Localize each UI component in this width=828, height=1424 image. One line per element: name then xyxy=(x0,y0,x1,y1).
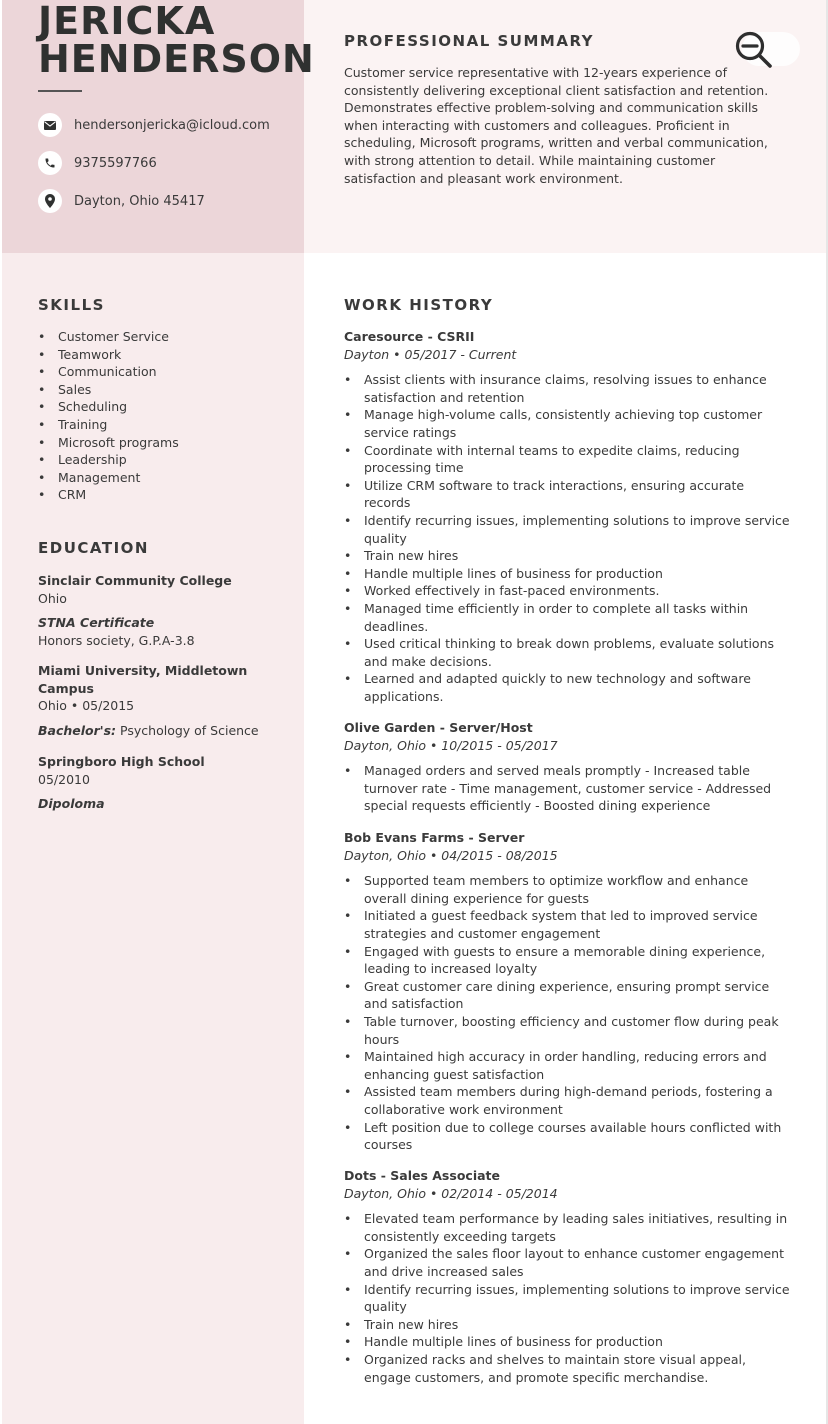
job-duty: • Worked effectively in fast-paced environments. xyxy=(344,582,790,600)
school-name: Springboro High School xyxy=(38,754,205,769)
email-text: hendersonjericka@icloud.com xyxy=(74,117,270,133)
education-heading: EDUCATION xyxy=(38,539,149,557)
skill-item: • Communication xyxy=(38,363,179,381)
job-duty: • Managed orders and served meals promptly - Increased table turnover rate - Time management, customer service - Addressed special requests efficiently - Boosted dining experience xyxy=(344,762,790,815)
education-entry xyxy=(38,662,259,739)
job-duty: • Train new hires xyxy=(344,547,790,565)
job-duty: • Supported team members to optimize workflow and enhance overall dining experience for guests xyxy=(344,872,790,907)
job-duty: • Maintained high accuracy in order handling, reducing errors and enhancing guest satisfaction xyxy=(344,1048,790,1083)
zoom-out-button[interactable] xyxy=(728,30,800,70)
job-meta: Dayton, Ohio • 10/2015 - 05/2017 xyxy=(344,737,558,753)
degree-name: STNA Certificate xyxy=(38,615,155,631)
job-duty: • Left position due to college courses available hours conflicted with courses xyxy=(344,1119,790,1154)
skill-item: • Scheduling xyxy=(38,398,179,416)
name-divider xyxy=(38,90,82,92)
job-duty: • Manage high-volume calls, consistently achieving top customer service ratings xyxy=(344,406,790,441)
job-duty: • Train new hires xyxy=(344,1316,790,1334)
education-entry xyxy=(38,572,288,649)
job-duties xyxy=(344,762,790,815)
skill-item: • Microsoft programs xyxy=(38,434,179,452)
contact-phone[interactable] xyxy=(38,151,157,175)
name-first: JERICKA xyxy=(38,0,216,43)
job-duty: • Elevated team performance by leading sales initiatives, resulting in consistently exceeding targets xyxy=(344,1210,790,1245)
job-duty: • Organized the sales floor layout to enhance customer engagement and drive increased sales xyxy=(344,1245,790,1280)
job-duty: • Utilize CRM software to track interactions, ensuring accurate records xyxy=(344,477,790,512)
job-duty: • Learned and adapted quickly to new technology and software applications. xyxy=(344,670,790,705)
job-duty: • Organized racks and shelves to maintain store visual appeal, engage customers, and promote specific merchandise. xyxy=(344,1351,790,1386)
degree-line xyxy=(38,722,298,740)
job-title: Dots - Sales Associate xyxy=(344,1168,500,1183)
job-title: Olive Garden - Server/Host xyxy=(344,720,533,735)
skills-list xyxy=(38,328,179,504)
job-duty: • Handle multiple lines of business for production xyxy=(344,1333,790,1351)
job-duties xyxy=(344,371,790,705)
job-meta: Dayton, Ohio • 04/2015 - 08/2015 xyxy=(344,847,558,863)
school-meta: Ohio xyxy=(38,590,67,606)
degree-line xyxy=(38,614,288,632)
skill-item: • Sales xyxy=(38,381,179,399)
name-last: HENDERSON xyxy=(38,37,315,81)
contact-email[interactable] xyxy=(38,113,270,137)
envelope-icon xyxy=(38,113,62,137)
degree-name: Bachelor's: xyxy=(38,722,117,738)
skill-item: • Management xyxy=(38,469,179,487)
candidate-name xyxy=(38,0,315,81)
school-meta: 05/2010 xyxy=(38,771,90,787)
job-entry xyxy=(344,719,790,815)
school-name: Sinclair Community College xyxy=(38,573,232,588)
summary-text: Customer service representative with 12-years experience of consistently delivering exceptional client satisfaction and retention. Demonstrates effective problem-solving and communication skills when interacting with customers and colleagues. Proficient in scheduling, Microsoft programs, written and verbal communication, with strong attention to detail. While maintaining customer satisfaction and pleasant work environment. xyxy=(344,65,769,186)
job-duty: • Managed time efficiently in order to complete all tasks within deadlines. xyxy=(344,600,790,635)
job-duty: • Engaged with guests to ensure a memorable dining experience, leading to increased loyalty xyxy=(344,943,790,978)
job-duties xyxy=(344,1210,790,1386)
zoom-out-icon xyxy=(730,30,774,70)
skill-item: • Customer Service xyxy=(38,328,179,346)
job-duty: • Initiated a guest feedback system that led to improved service strategies and customer engagement xyxy=(344,907,790,942)
skill-item: • CRM xyxy=(38,486,179,504)
job-duty: • Identify recurring issues, implementing solutions to improve service quality xyxy=(344,1281,790,1316)
job-entry xyxy=(344,829,790,1154)
job-duty: • Assisted team members during high-demand periods, fostering a collaborative work environment xyxy=(344,1083,790,1118)
job-duty: • Identify recurring issues, implementing solutions to improve service quality xyxy=(344,512,790,547)
degree-name: Dipoloma xyxy=(38,796,105,812)
job-meta: Dayton • 05/2017 - Current xyxy=(344,346,517,362)
job-duty: • Handle multiple lines of business for production xyxy=(344,565,790,583)
skill-item: • Training xyxy=(38,416,179,434)
job-duty: • Great customer care dining experience, ensuring prompt service and satisfaction xyxy=(344,978,790,1013)
map-pin-icon xyxy=(38,189,62,213)
degree-detail: Psychology of Science xyxy=(120,722,259,738)
job-duty: • Used critical thinking to break down problems, evaluate solutions and make decisions. xyxy=(344,635,790,670)
summary-heading: PROFESSIONAL SUMMARY xyxy=(344,32,595,50)
job-duty: • Table turnover, boosting efficiency and customer flow during peak hours xyxy=(344,1013,790,1048)
skills-heading: SKILLS xyxy=(38,296,105,314)
phone-icon xyxy=(38,151,62,175)
education-entry xyxy=(38,753,288,813)
job-duty: • Assist clients with insurance claims, resolving issues to enhance satisfaction and retention xyxy=(344,371,790,406)
job-entry xyxy=(344,1167,790,1386)
job-meta: Dayton, Ohio • 02/2014 - 05/2014 xyxy=(344,1185,558,1201)
school-name: Miami University, Middletown Campus xyxy=(38,663,248,696)
work-history-heading: WORK HISTORY xyxy=(344,296,494,314)
skill-item: • Teamwork xyxy=(38,346,179,364)
degree-detail: Honors society, G.P.A-3.8 xyxy=(38,632,195,648)
job-entry xyxy=(344,328,790,705)
skill-item: • Leadership xyxy=(38,451,179,469)
job-title: Bob Evans Farms - Server xyxy=(344,830,525,845)
job-title: Caresource - CSRII xyxy=(344,329,475,344)
school-meta: Ohio • 05/2015 xyxy=(38,698,135,714)
degree-line xyxy=(38,795,288,813)
location-text: Dayton, Ohio 45417 xyxy=(74,193,205,209)
job-duties xyxy=(344,872,790,1154)
contact-location xyxy=(38,189,205,213)
phone-text: 9375597766 xyxy=(74,155,157,171)
job-duty: • Coordinate with internal teams to expedite claims, reducing processing time xyxy=(344,442,790,477)
